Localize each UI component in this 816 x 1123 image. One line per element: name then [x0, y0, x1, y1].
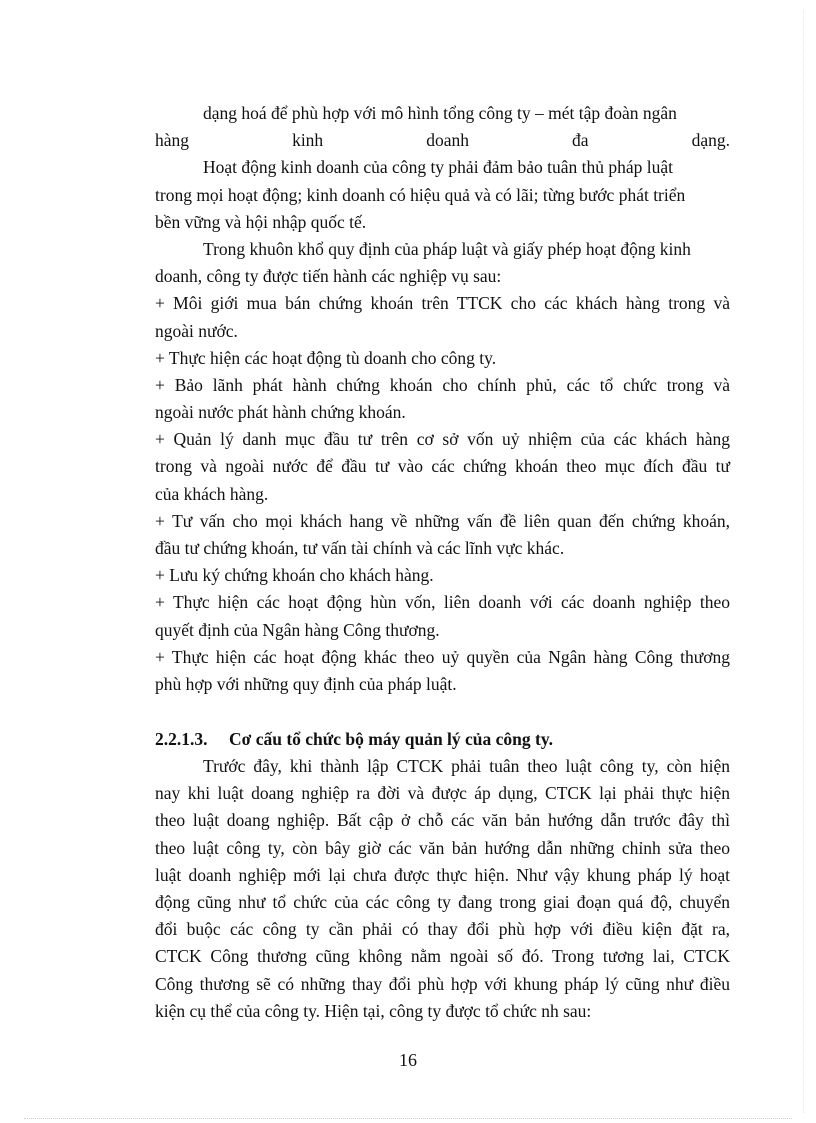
text-line: + Tư vấn cho mọi khách hang về những vấn đề liên quan đến chứng khoán,	[155, 510, 730, 531]
text-line: + Môi giới mua bán chứng khoán trên TTCK cho các khách hàng trong và	[155, 293, 730, 314]
text-line: theo luật công ty, còn bây giờ các văn bản hướng dẫn những chỉnh sửa theo	[155, 837, 730, 858]
text-line: + Thực hiện các hoạt động tù doanh cho công ty.	[155, 347, 497, 368]
text-line: đổi buộc các công ty cần phải có thay đổi phù hợp với điều kiện đặt ra,	[155, 919, 730, 940]
text-line: ngoài nước phát hành chứng khoán.	[155, 402, 406, 423]
text-line: dạng hoá để phù hợp với mô hình tổng công ty – mét tập đoàn ngân	[203, 103, 677, 123]
section-number: 2.2.1.3.	[155, 729, 208, 749]
text-line: nay khi luật doang nghiệp ra đời và được áp dụng, CTCK lại phải thực hiện	[155, 783, 730, 804]
text-line: Hoạt động kinh doanh của công ty phải đảm bảo tuân thủ pháp luật	[203, 157, 673, 178]
text-line: + Thực hiện các hoạt động khác theo uỷ quyền của Ngân hàng Công thương	[155, 646, 730, 667]
text-line: phù hợp với những quy định của pháp luật.	[155, 673, 457, 694]
text-line: + Thực hiện các hoạt động hùn vốn, liên doanh với các doanh nghiệp theo	[155, 592, 730, 613]
body-text-section-2	[155, 753, 730, 1025]
text-line: Trước đây, khi thành lập CTCK phải tuân theo luật công ty, còn hiện	[203, 756, 730, 776]
text-word: dạng.	[691, 130, 730, 151]
text-line: ngoài nước.	[155, 320, 238, 341]
text-line: theo luật doang nghiệp. Bất cập ở chỗ các văn bản hướng dẫn trước đây thì	[155, 810, 730, 831]
section-title: Cơ cấu tổ chức bộ máy quản lý của công ty.	[229, 729, 554, 749]
text-line: trong và ngoài nước để đầu tư vào các chứng khoán theo mục đích đầu tư	[155, 456, 730, 477]
section-heading	[155, 726, 730, 753]
text-line: CTCK Công thương cũng không nằm ngoài số đó. Trong tương lai, CTCK	[155, 946, 730, 967]
text-line	[155, 127, 730, 154]
text-line: kiện cụ thể của công ty. Hiện tại, công ty được tổ chức nh sau:	[155, 1000, 592, 1021]
text-line: trong mọi hoạt động; kinh doanh có hiệu quả và có lãi; từng bước phát triển	[155, 184, 686, 205]
text-word: hàng	[155, 130, 190, 151]
text-line: Trong khuôn khổ quy định của pháp luật và giấy phép hoạt động kinh	[203, 238, 691, 259]
text-line: + Quản lý danh mục đầu tư trên cơ sở vốn uỷ nhiệm của các khách hàng	[155, 429, 730, 450]
text-line: Công thương sẽ có những thay đổi phù hợp với khung pháp lý cũng như điều	[155, 973, 730, 994]
text-word: đa	[572, 130, 589, 151]
text-word: kinh	[292, 130, 324, 151]
text-line: quyết định của Ngân hàng Công thương.	[155, 619, 440, 640]
text-line: đầu tư chứng khoán, tư vấn tài chính và các lĩnh vực khác.	[155, 538, 565, 558]
text-line: động cũng như tổ chức của các công ty đang trong giai đoạn quá độ, chuyển	[155, 891, 730, 912]
page-number: 16	[399, 1050, 417, 1070]
text-line: + Lưu ký chứng khoán cho khách hàng.	[155, 565, 434, 586]
body-text-section-1	[155, 100, 730, 698]
page-edge-dotted	[803, 10, 804, 1113]
page-border-dotted	[24, 1118, 792, 1119]
text-line: + Bảo lãnh phát hành chứng khoán cho chính phủ, các tổ chức trong và	[155, 374, 730, 395]
text-word: doanh	[426, 130, 469, 151]
text-line: bền vững và hội nhập quốc tế.	[155, 211, 367, 232]
text-line: doanh, công ty được tiến hành các nghiệp vụ sau:	[155, 266, 502, 287]
text-line: luật doanh nghiệp mới lại chưa được thực hiện. Như vậy khung pháp lý hoạt	[155, 864, 730, 885]
text-line: của khách hàng.	[155, 483, 269, 504]
